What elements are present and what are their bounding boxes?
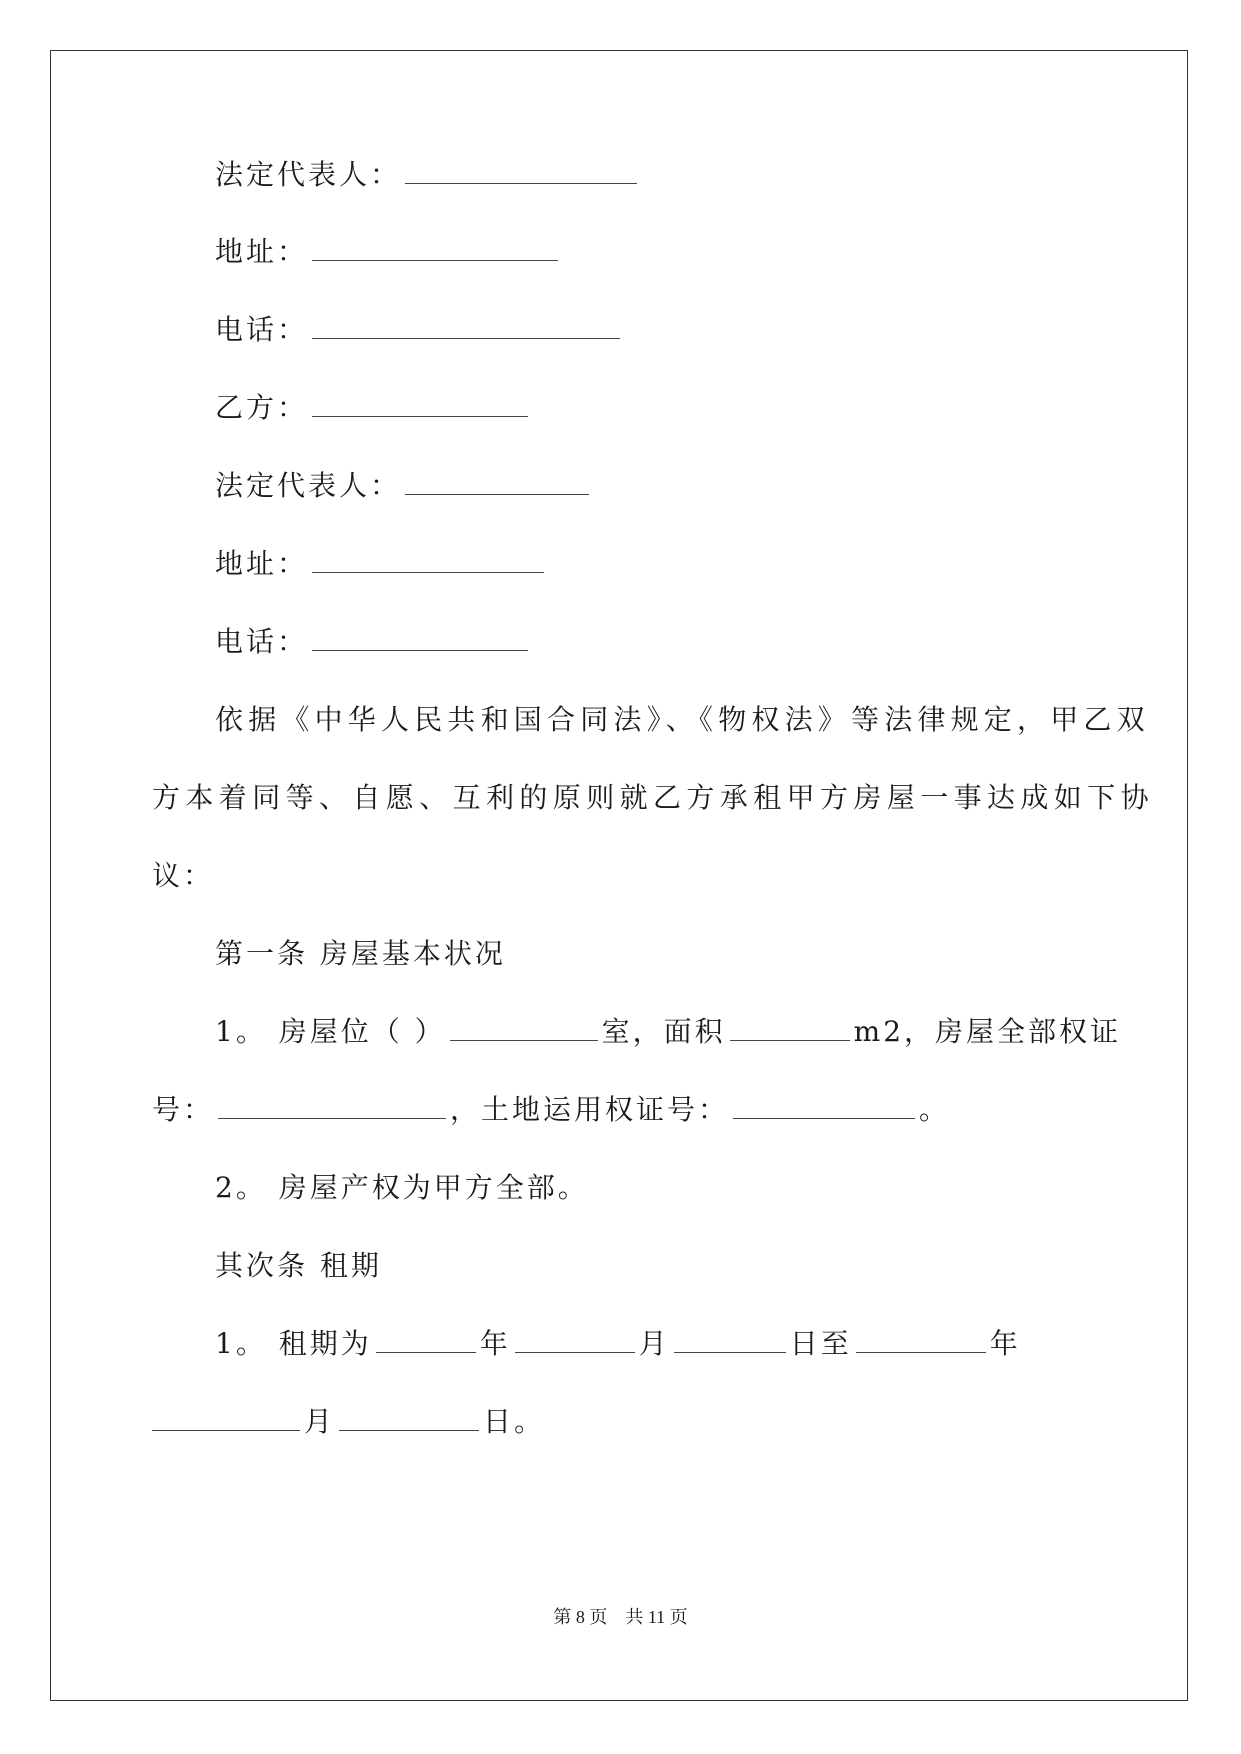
page-total: 共 11 页 bbox=[625, 1607, 688, 1627]
page-border bbox=[50, 50, 1188, 1701]
preamble-line-2: 方本着同等、自愿、互利的原则就乙方承租甲方房屋一事达成如下协 bbox=[152, 781, 1155, 814]
party-b-phone-field[interactable] bbox=[312, 624, 528, 651]
party-a-phone-line bbox=[215, 310, 624, 350]
end-day-field[interactable] bbox=[339, 1404, 479, 1431]
start-month-field[interactable] bbox=[515, 1326, 635, 1353]
end-month-field[interactable] bbox=[152, 1404, 300, 1431]
party-a-legal-rep-line bbox=[215, 155, 641, 195]
party-a-address-field[interactable] bbox=[312, 234, 558, 261]
party-b-address-line bbox=[215, 544, 548, 584]
party-a-phone-label: 电话： bbox=[215, 313, 309, 346]
article-2-title: 其次条 租期 bbox=[215, 1249, 382, 1282]
party-a-address-label: 地址： bbox=[215, 235, 309, 268]
preamble-line-3: 议： bbox=[152, 859, 215, 892]
party-b-legal-rep-line bbox=[215, 466, 593, 506]
ownership-cert-label: m2，房屋全部权证 bbox=[853, 1015, 1122, 1048]
party-b-legal-rep-field[interactable] bbox=[405, 468, 589, 495]
end-month-label: 月 bbox=[304, 1405, 336, 1438]
party-b-field[interactable] bbox=[312, 390, 528, 417]
start-year-field[interactable] bbox=[376, 1326, 476, 1353]
party-a-legal-rep-field[interactable] bbox=[405, 157, 637, 184]
page-number: 第 8 页 bbox=[553, 1607, 608, 1627]
start-year-label: 年 bbox=[479, 1327, 511, 1360]
land-use-cert-label: ，土地运用权证号： bbox=[450, 1093, 730, 1126]
start-day-field[interactable] bbox=[674, 1326, 786, 1353]
party-a-legal-rep-label: 法定代表人： bbox=[215, 158, 402, 191]
room-number-field[interactable] bbox=[450, 1014, 598, 1041]
page-footer bbox=[0, 1605, 1241, 1629]
party-b-phone-line bbox=[215, 622, 532, 662]
land-use-cert-field[interactable] bbox=[733, 1092, 915, 1119]
ownership-cert-field[interactable] bbox=[218, 1092, 446, 1119]
end-day-label: 日。 bbox=[483, 1405, 546, 1438]
party-a-address-line bbox=[215, 232, 562, 272]
article-1-item-1-line-2 bbox=[152, 1090, 950, 1130]
preamble-line-1: 依据《中华人民共和国合同法》、《物权法》等法律规定，甲乙双 bbox=[215, 703, 1150, 736]
end-year-label: 年 bbox=[989, 1327, 1021, 1360]
party-b-phone-label: 电话： bbox=[215, 625, 309, 658]
end-year-field[interactable] bbox=[856, 1326, 986, 1353]
area-field[interactable] bbox=[730, 1014, 850, 1041]
party-b-line bbox=[215, 388, 532, 428]
article-1-item-1-line-1 bbox=[215, 1012, 1121, 1052]
article-2-item-1-line-2 bbox=[152, 1402, 545, 1442]
article-1-item-2: 2。 房屋产权为甲方全部。 bbox=[215, 1171, 589, 1204]
party-b-address-field[interactable] bbox=[312, 546, 544, 573]
lease-term-label: 1。 租期为 bbox=[215, 1327, 372, 1360]
sentence-end: 。 bbox=[919, 1093, 951, 1126]
start-day-label: 日至 bbox=[789, 1327, 852, 1360]
party-b-legal-rep-label: 法定代表人： bbox=[215, 469, 402, 502]
area-label: 室，面积 bbox=[601, 1015, 726, 1048]
party-b-address-label: 地址： bbox=[215, 547, 309, 580]
article-1-title: 第一条 房屋基本状况 bbox=[215, 937, 506, 970]
article-1-item-1-prefix: 1。 房屋位（ ） bbox=[215, 1015, 446, 1048]
article-2-item-1-line-1 bbox=[215, 1324, 1021, 1364]
cert-number-label: 号： bbox=[152, 1093, 215, 1126]
party-a-phone-field[interactable] bbox=[312, 312, 620, 339]
start-month-label: 月 bbox=[638, 1327, 670, 1360]
party-b-label: 乙方： bbox=[215, 391, 309, 424]
